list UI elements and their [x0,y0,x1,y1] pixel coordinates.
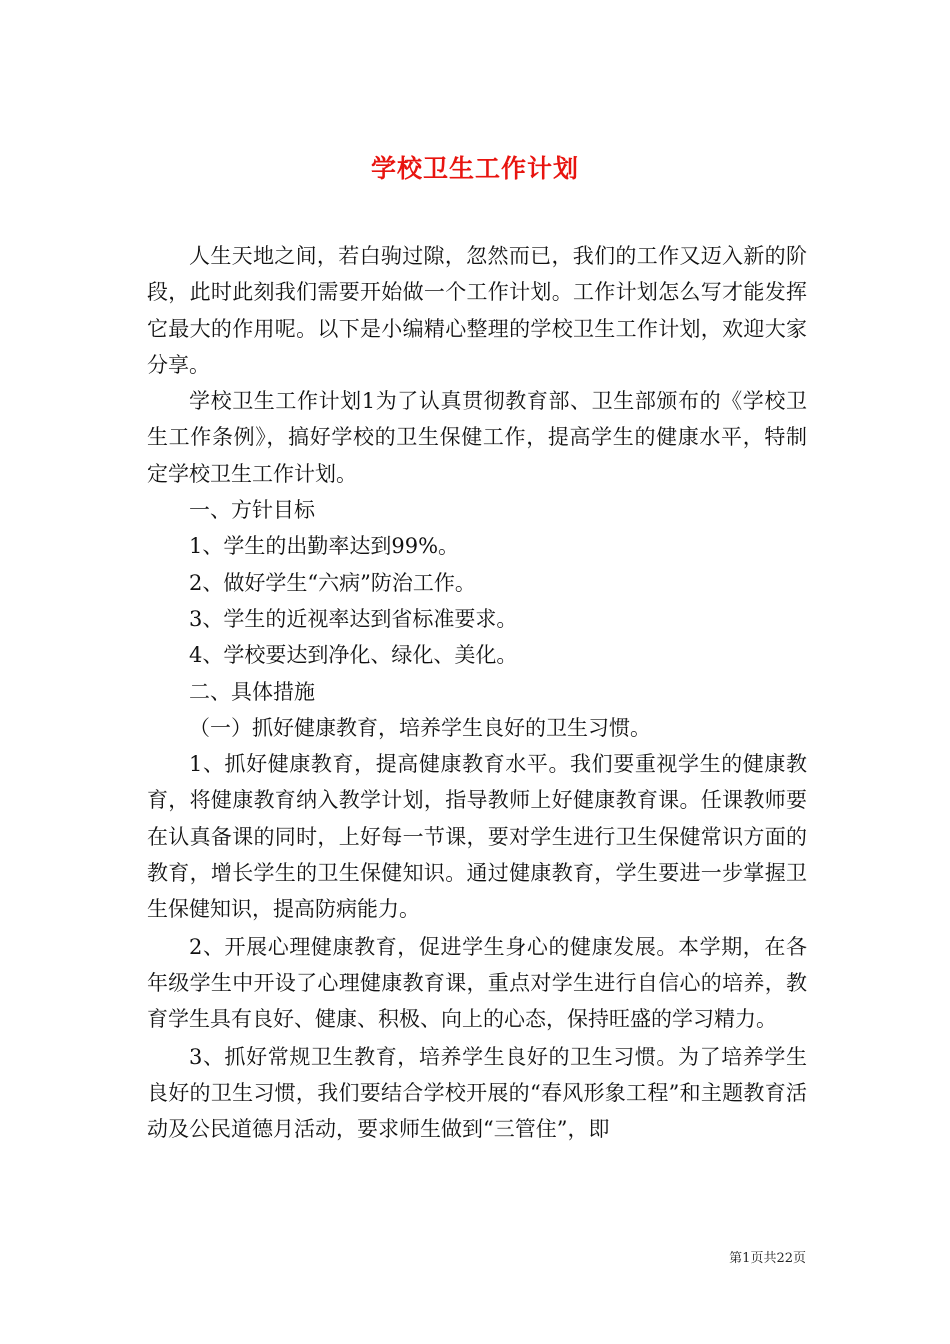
measure-paragraph-1: 1、抓好健康教育，提高健康教育水平。我们要重视学生的健康教育，将健康教育纳入教学计划，指导教师上好健康教育课。任课教师要在认真备课的同时，上好每一节课，要对学生进行卫生保健常识方面的教育，增长学生的卫生保健知识。通过健康教育，学生要进一步掌握卫生保健知识，提高防病能力。 [147,752,807,922]
measure-paragraph-3: 3、抓好常规卫生教育，培养学生良好的卫生习惯。为了培养学生良好的卫生习惯，我们要结合学校开展的“春风形象工程”和主题教育活动及公民道德月活动，要求师生做到“三管住”，即 [147,1044,807,1142]
goal-item-4: 4、学校要达到净化、绿化、美化。 [189,643,518,668]
measure-paragraph-2: 2、开展心理健康教育，促进学生身心的健康发展。本学期，在各年级学生中开设了心理健康教育课，重点对学生进行自信心的培养，教育学生具有良好、健康、积极、向上的心态，保持旺盛的学习精力。 [147,934,807,1032]
page-number: 第1页共22页 [729,1251,806,1266]
document-title: 学校卫生工作计划 [370,153,579,183]
goal-item-1: 1、学生的出勤率达到99%。 [189,534,460,559]
goal-item-3: 3、学生的近视率达到省标准要求。 [189,606,518,631]
paragraph-plan-intro: 学校卫生工作计划1为了认真贯彻教育部、卫生部颁布的《学校卫生工作条例》，搞好学校的卫生保健工作，提高学生的健康水平，特制定学校卫生工作计划。 [147,389,807,486]
subheading-health-education: （一）抓好健康教育，培养学生良好的卫生习惯。 [189,715,651,740]
paragraph-intro: 人生天地之间，若白驹过隙，忽然而已，我们的工作又迈入新的阶段，此时此刻我们需要开始做一个工作计划。工作计划怎么写才能发挥它最大的作用呢。以下是小编精心整理的学校卫生工作计划，欢迎大家分享。 [147,244,807,377]
document-body [147,238,807,1147]
heading-measures: 二、具体措施 [189,679,315,704]
heading-goals: 一、方针目标 [189,498,315,523]
goal-item-2: 2、做好学生“六病”防治工作。 [189,570,476,595]
